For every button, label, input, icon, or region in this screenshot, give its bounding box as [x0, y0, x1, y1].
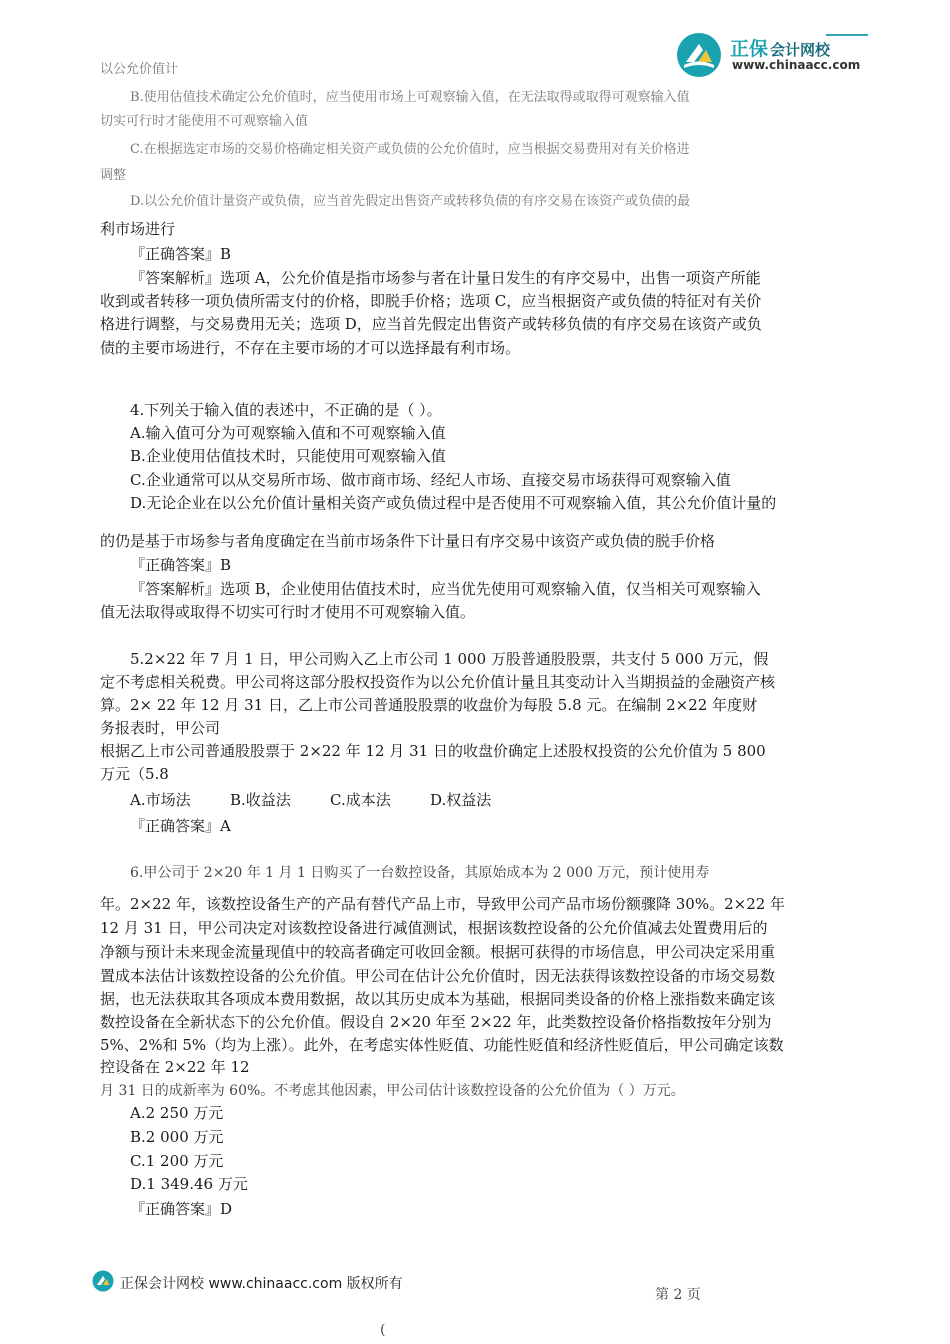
brand-name: 正保 会计网校: [730, 38, 831, 60]
q4-option: C.企业通常可以从交易所市场、做市商市场、经纪人市场、直接交易市场获得可观察输入值: [130, 471, 731, 489]
faded-line: C.在根据选定市场的交易价格确定相关资产或负债的公允价值时，应当根据交易费用对有关价格进: [130, 142, 690, 157]
q6-stem-line: 12 月 31 日，甲公司决定对该数控设备进行减值测试，根据该数控设备的公允价值减去处置费用后的: [100, 919, 768, 937]
q4-stem: 4.下列关于输入值的表述中，不正确的是（ ）。: [130, 401, 442, 419]
q3-answer: 『正确答案』B: [130, 245, 232, 263]
q6-cut-line: 月 31 日的成新率为 60%。不考虑其他因素，甲公司估计该数控设备的公允价值为（ ）万元。: [100, 1083, 685, 1099]
q4-option-continuation: 的仍是基于市场参与者角度确定在当前市场条件下计量日有序交易中该资产或负债的脱手价格: [100, 532, 716, 550]
q4-analysis-line: 『答案解析』选项 B，企业使用估值技术时，应当优先使用可观察输入值，仅当相关可观察输入: [130, 580, 761, 598]
page-number: 第 2 页: [655, 1287, 701, 1303]
faded-line: 调整: [100, 168, 127, 183]
q6-stem-line: 数控设备在全新状态下的公允价值。假设自 2×20 年至 2×22 年，此类数控设备价格指数按年分别为: [100, 1013, 772, 1031]
q5-option: B.收益法: [230, 791, 291, 809]
q5-answer: 『正确答案』A: [130, 817, 231, 835]
q3-analysis-line: 『答案解析』选项 A，公允价值是指市场参与者在计量日发生的有序交易中，出售一项资产所能: [130, 269, 761, 287]
q5-stem-line: 万元（5.8: [100, 765, 169, 783]
q5-option: C.成本法: [330, 791, 391, 809]
q4-answer: 『正确答案』B: [130, 556, 232, 574]
q4-option: B.企业使用估值技术时，只能使用可观察输入值: [130, 447, 446, 465]
footer-copyright: 正保会计网校 www.chinaacc.com 版权所有: [120, 1276, 403, 1292]
q4-option: D.无论企业在以公允价值计量相关资产或负债过程中是否使用不可观察输入值，其公允价值计量的: [130, 494, 777, 512]
q4-analysis-line: 值无法取得或取得不切实可行时才使用不可观察输入值。: [100, 603, 476, 621]
q3-analysis-line: 格进行调整，与交易费用无关；选项 D，应当首先假定出售资产或转移负债的有序交易在该资产或负: [100, 315, 762, 333]
q6-option: A.2 250 万元: [130, 1104, 224, 1122]
faded-line: D.以公允价值计量资产或负债，应当首先假定出售资产或转移负债的有序交易在该资产或负债的最: [130, 194, 691, 209]
q5-stem-line: 定不考虑相关税费。甲公司将这部分股权投资作为以公允价值计量且其变动计入当期损益的金融资产核: [100, 673, 776, 691]
q5-stem-line: 务报表时，甲公司: [100, 719, 221, 737]
q5-stem-line: 根据乙上市公司普通股股票于 2×22 年 12 月 31 日的收盘价确定上述股权投资的公允价值为 5 800: [100, 742, 766, 760]
q5-option: D.权益法: [430, 791, 492, 809]
q6-answer: 『正确答案』D: [130, 1200, 233, 1218]
q5-stem-line: 5.2×22 年 7 月 1 日，甲公司购入乙上市公司 1 000 万股普通股股票，共支付 5 000 万元，假: [130, 650, 769, 668]
corner-fragment: 以公允价值计: [100, 62, 179, 77]
q6-stem-line: 控设备在 2×22 年 12: [100, 1058, 250, 1076]
q6-option: C.1 200 万元: [130, 1152, 224, 1170]
q5-stem-line: 算。2× 22 年 12 月 31 日，乙上市公司普通股股票的收盘价为每股 5.8 元。在编制 2×22 年度财: [100, 696, 758, 714]
q3-analysis-line: 债的主要市场进行，不存在主要市场的才可以选择最有利市场。: [100, 339, 521, 357]
brand-accent-line: [826, 34, 868, 36]
brand-logo-icon: [676, 32, 722, 78]
faded-line: B.使用估值技术确定公允价值时，应当使用市场上可观察输入值，在无法取得或取得可观察输入值: [130, 90, 690, 105]
q6-option: D.1 349.46 万元: [130, 1175, 248, 1193]
q6-stem-line: 置成本法估计该数控设备的公允价值。甲公司在估计公允价值时，因无法获得该数控设备的市场交易数: [100, 967, 776, 985]
q3-analysis-line: 收到或者转移一项负债所需支付的价格，即脱手价格；选项 C，应当根据资产或负债的特征对有关价: [100, 292, 762, 310]
q6-cut-line: 6.甲公司于 2×20 年 1 月 1 日购买了一台数控设备，其原始成本为 2 000 万元，预计使用寿: [130, 865, 710, 881]
q6-stem-line: 5%、2%和 5%（均为上涨）。此外，在考虑实体性贬值、功能性贬值和经济性贬值后，甲公司确定该数: [100, 1036, 784, 1054]
q3-continuation: 利市场进行: [100, 220, 176, 238]
faded-line: 切实可行时才能使用不可观察输入值: [100, 114, 309, 129]
q4-option: A.输入值可分为可观察输入值和不可观察输入值: [130, 424, 446, 442]
brand-logo: [676, 28, 876, 78]
q5-option: A.市场法: [130, 791, 191, 809]
q6-option: B.2 000 万元: [130, 1128, 224, 1146]
q6-stem-line: 年。2×22 年，该数控设备生产的产品有替代产品上市，导致甲公司产品市场份额骤降 30%。2×22 年: [100, 895, 786, 913]
footer-logo-icon: [92, 1270, 114, 1292]
q6-stem-line: 净额与预计未来现金流量现值中的较高者确定可收回金额。根据可获得的市场信息，甲公司决定采用重: [100, 943, 776, 961]
page-bottom-mark: (: [380, 1322, 386, 1338]
q6-stem-line: 据，也无法获取其各项成本费用数据，故以其历史成本为基础，根据同类设备的价格上涨指数来确定该: [100, 990, 776, 1008]
brand-url: www.chinaacc.com: [732, 58, 861, 72]
